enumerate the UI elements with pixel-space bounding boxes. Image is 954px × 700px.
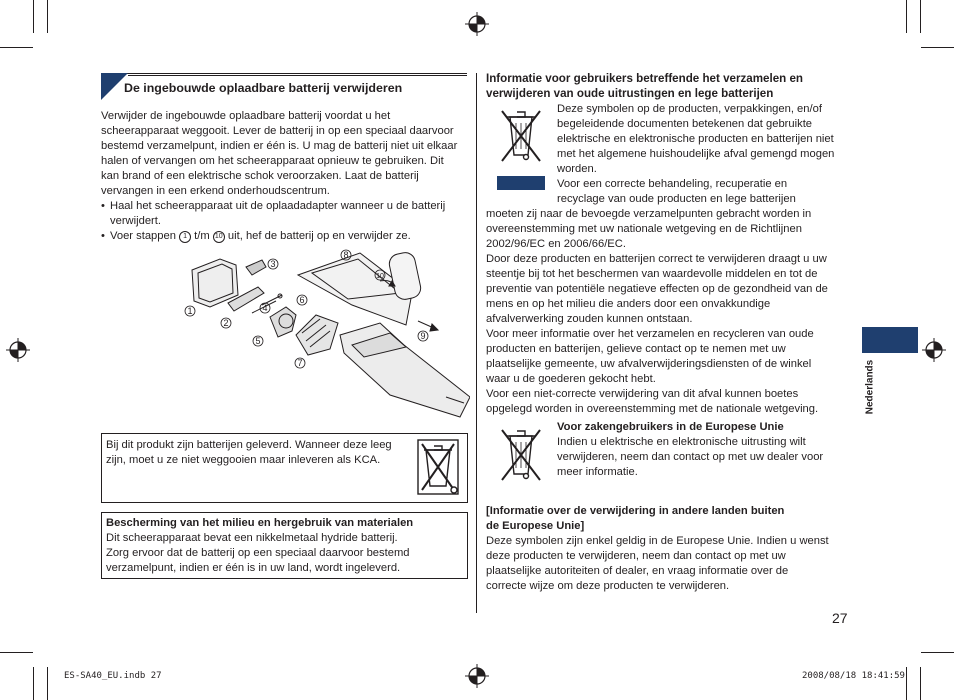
outside-eu-text bbox=[486, 504, 856, 594]
crop-mark bbox=[0, 47, 33, 48]
crop-mark bbox=[921, 47, 954, 48]
intro-text bbox=[101, 109, 467, 244]
right-title-line: verwijderen van oude uitrustingen en lege batterijen bbox=[486, 87, 774, 100]
section-title: De ingebouwde oplaadbare batterij verwijderen bbox=[124, 81, 403, 95]
business-title: Voor zakengebruikers in de Europese Unie bbox=[557, 421, 784, 433]
battery-removal-diagram bbox=[180, 245, 470, 425]
block1-line: begeleidende documenten betekenen dat gebruikte bbox=[557, 118, 813, 130]
intro-line: vervangen in een erkend onderhoudscentrum. bbox=[101, 185, 330, 197]
step-number: 1 bbox=[179, 231, 191, 243]
crop-mark bbox=[33, 667, 34, 700]
black-bar-symbol bbox=[497, 176, 545, 190]
list-item-text: uit, hef de batterij op en verwijder ze. bbox=[224, 230, 411, 242]
block1-line: afvalverwerking zouden kunnen ontstaan. bbox=[486, 313, 693, 325]
block1-line: Voor meer informatie over het verzamelen en recycleren van oude bbox=[486, 328, 814, 340]
list-item bbox=[101, 229, 467, 244]
registration-mark-icon bbox=[465, 12, 489, 36]
business-line: verwijderen, neem dan contact op met uw dealer voor bbox=[557, 451, 824, 463]
crossed-bin-icon bbox=[496, 105, 546, 165]
business-text bbox=[557, 420, 857, 480]
block1-line: recyclage van oude producten en lege batterijen bbox=[557, 193, 796, 205]
diagram-label: 1 bbox=[187, 306, 193, 316]
environment-line: verzamelpunt, indien er één is in uw land, wordt ingeleverd. bbox=[106, 562, 401, 574]
block1-line: Voor een correcte behandeling, recuperatie en bbox=[557, 178, 788, 190]
environment-line: Zorg ervoor dat de batterij op een speciaal daarvoor bestemd bbox=[106, 547, 410, 559]
right-title bbox=[486, 71, 856, 101]
footer-timestamp: 2008/08/18 18:41:59 bbox=[802, 671, 905, 681]
block1-continued bbox=[486, 207, 856, 417]
outside-line: Deze symbolen zijn enkel geldig in de Europese Unie. Indien u wenst bbox=[486, 535, 829, 547]
crossed-bin-battery-icon bbox=[414, 438, 462, 498]
instruction-list bbox=[101, 199, 467, 244]
business-line: Indien u elektrische en elektronische uitrusting wilt bbox=[557, 436, 806, 448]
outside-title-line: [Informatie over de verwijdering in andere landen buiten bbox=[486, 505, 785, 517]
intro-line: kan brand of een elektrische schok veroorzaken. Laat de batterij bbox=[101, 170, 419, 182]
environment-box bbox=[101, 512, 468, 579]
registration-mark-icon bbox=[6, 338, 30, 362]
kca-text bbox=[106, 438, 406, 468]
crop-mark bbox=[47, 0, 48, 33]
crop-mark bbox=[920, 0, 921, 33]
crop-mark bbox=[921, 652, 954, 653]
block1-line: 2002/96/EC en 2006/66/EC. bbox=[486, 238, 626, 250]
list-item-line: verwijdert. bbox=[110, 215, 161, 227]
outside-title-line: de Europese Unie] bbox=[486, 520, 585, 532]
diagram-label: 2 bbox=[223, 318, 229, 328]
intro-line: halen of vervangen om het scheerapparaat opnieuw te gebruiken. Dit bbox=[101, 155, 444, 167]
block1-line: Door deze producten en batterijen correct te verwijderen draagt u uw bbox=[486, 253, 827, 265]
kca-line: Bij dit produkt zijn batterijen geleverd. Wanneer deze leeg bbox=[106, 439, 392, 451]
registration-mark-icon bbox=[465, 664, 489, 688]
environment-text bbox=[106, 516, 462, 576]
diagram-label: 7 bbox=[297, 358, 303, 368]
crop-mark bbox=[33, 0, 34, 33]
block1-line: overeenstemming met uw nationale wetgeving en de Richtlijnen bbox=[486, 223, 802, 235]
list-item bbox=[101, 199, 467, 229]
crop-mark bbox=[906, 0, 907, 33]
diagram-label: 8 bbox=[343, 250, 349, 260]
outside-line: deze producten te verwijderen, neem dan contact op met uw bbox=[486, 550, 786, 562]
diagram-label: 10 bbox=[376, 273, 384, 280]
crop-mark bbox=[920, 667, 921, 700]
crop-mark bbox=[47, 667, 48, 700]
environment-title: Bescherming van het milieu en hergebruik van materialen bbox=[106, 517, 414, 529]
diagram-label: 4 bbox=[262, 303, 268, 313]
diagram-label: 6 bbox=[299, 295, 305, 305]
block1-line: mens en op het milieu die anders door een onvakkundige bbox=[486, 298, 771, 310]
page-number: 27 bbox=[832, 610, 848, 626]
block1-line: Deze symbolen op de producten, verpakkingen, en/of bbox=[557, 103, 822, 115]
language-tab bbox=[862, 327, 918, 353]
block1-line: preventie van potentiële negatieve effecten op de gezondheid van de bbox=[486, 283, 828, 295]
block1-line: opgelegd worden in overeenstemming met de nationale wetgeving. bbox=[486, 403, 819, 415]
language-label bbox=[858, 351, 882, 423]
block1-line: elektrische en elektronische producten en batterijen niet bbox=[557, 133, 834, 145]
block1-line: moeten zij naar de bevoegde verzamelpunten gebracht worden in bbox=[486, 208, 812, 220]
kca-line: zijn, moet u ze niet weggooien maar inleveren als KCA. bbox=[106, 454, 381, 466]
list-item-line: • Haal het scheerapparaat uit de oplaadadapter wanneer u de batterij bbox=[110, 200, 446, 212]
column-divider bbox=[476, 73, 477, 613]
block1-line: met het algemene huishoudelijke afval gemengd mogen bbox=[557, 148, 835, 160]
crop-mark bbox=[0, 652, 33, 653]
crossed-bin-icon bbox=[496, 424, 546, 484]
block1-line: producten en batterijen, gelieve contact op te nemen met uw bbox=[486, 343, 786, 355]
block1-line: Voor een niet-correcte verwijdering van dit afval kunnen boetes bbox=[486, 388, 799, 400]
block1-line: worden. bbox=[557, 163, 597, 175]
right-title-line: Informatie voor gebruikers betreffende het verzamelen en bbox=[486, 72, 803, 85]
kca-notice-box bbox=[101, 433, 468, 503]
intro-line: Verwijder de ingebouwde oplaadbare batterij voordat u het bbox=[101, 110, 391, 122]
diagram-label: 5 bbox=[255, 336, 261, 346]
block1-line: waar u de goederen gekocht hebt. bbox=[486, 373, 656, 385]
outside-line: plaatselijke autoriteiten of dealer, en vraag informatie over de bbox=[486, 565, 789, 577]
list-item-text: t/m bbox=[191, 230, 213, 242]
intro-line: bestemd verzamelpunt, indien er één is. U mag de batterij niet uit elkaar bbox=[101, 140, 458, 152]
block1-text bbox=[557, 102, 857, 207]
footer-file: ES-SA40_EU.indb 27 bbox=[64, 671, 162, 681]
diagram-label: 3 bbox=[270, 259, 276, 269]
crop-mark bbox=[906, 667, 907, 700]
step-number: 10 bbox=[213, 231, 225, 243]
registration-mark-icon bbox=[922, 338, 946, 362]
block1-line: steentje bij tot het beschermen van waardevolle middelen en tot de bbox=[486, 268, 818, 280]
environment-line: Dit scheerapparaat bevat een nikkelmetaal hydride batterij. bbox=[106, 532, 398, 544]
outside-line: correcte wijze om deze producten te verwijderen. bbox=[486, 580, 730, 592]
diagram-label: 9 bbox=[420, 331, 426, 341]
intro-line: scheerapparaat weggooit. Lever de batterij in op een speciaal daarvoor bbox=[101, 125, 454, 137]
language-label-text: Nederlands bbox=[864, 359, 876, 415]
block1-line: plaatselijke gemeente, uw afvalverwijderingsdiensten of de winkel bbox=[486, 358, 812, 370]
business-line: meer informatie. bbox=[557, 466, 638, 478]
section-heading bbox=[101, 73, 467, 101]
list-item-text: Voer stappen bbox=[110, 230, 180, 242]
